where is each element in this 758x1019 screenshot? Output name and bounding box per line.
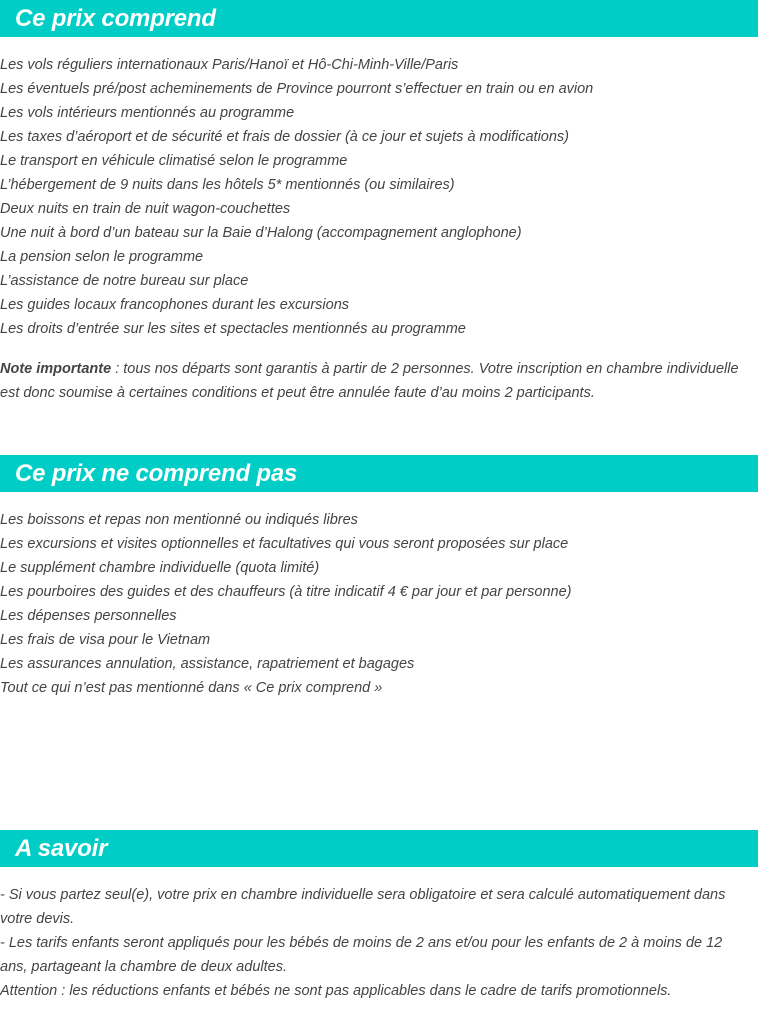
list-item: Les assurances annulation, assistance, rapatriement et bagages xyxy=(0,656,415,672)
list-item: Le supplément chambre individuelle (quota limité) xyxy=(0,560,320,576)
good-to-know-paragraph-attention: Attention : les réductions enfants et bébés ne sont pas applicables dans le cadre de tarifs promotionnels. xyxy=(0,983,672,999)
list-item: L’hébergement de 9 nuits dans les hôtels 5* mentionnés (ou similaires) xyxy=(0,177,455,193)
list-item: Deux nuits en train de nuit wagon-couchettes xyxy=(0,201,291,217)
important-note-text: : tous nos départs sont garantis à partir de 2 personnes. Votre inscription en chambre individuelle est donc soumise à certaines conditions et peut être annulée faute d’au moins 2 participants. xyxy=(0,361,739,401)
list-item: Les boissons et repas non mentionné ou indiqués libres xyxy=(0,512,358,528)
list-item: Les taxes d’aéroport et de sécurité et frais de dossier (à ce jour et sujets à modifications) xyxy=(0,129,570,145)
list-item: Les droits d’entrée sur les sites et spectacles mentionnés au programme xyxy=(0,321,466,337)
section-header-excludes: Ce prix ne comprend pas xyxy=(0,455,758,492)
list-item: Les dépenses personnelles xyxy=(0,608,177,624)
important-note xyxy=(0,357,750,405)
list-item: L’assistance de notre bureau sur place xyxy=(0,273,249,289)
includes-list xyxy=(0,53,758,341)
list-item: Une nuit à bord d’un bateau sur la Baie d’Halong (accompagnement anglophone) xyxy=(0,225,522,241)
list-item: Les vols réguliers internationaux Paris/Hanoï et Hô-Chi-Minh-Ville/Paris xyxy=(0,57,459,73)
list-item: Les pourboires des guides et des chauffeurs (à titre indicatif 4 € par jour et par personne) xyxy=(0,584,572,600)
good-to-know-paragraph-single: - Si vous partez seul(e), votre prix en chambre individuelle sera obligatoire et sera calculé automatiquement dans votre devis. xyxy=(0,887,726,927)
list-item: Tout ce qui n’est pas mentionné dans « Ce prix comprend » xyxy=(0,680,383,696)
list-item: Le transport en véhicule climatisé selon le programme xyxy=(0,153,348,169)
list-item: Les frais de visa pour le Vietnam xyxy=(0,632,211,648)
good-to-know-paragraph-children: - Les tarifs enfants seront appliqués pour les bébés de moins de 2 ans et/ou pour les enfants de 2 à moins de 12 ans, partageant la chambre de deux adultes. xyxy=(0,935,723,975)
list-item: Les vols intérieurs mentionnés au programme xyxy=(0,105,295,121)
list-item: Les éventuels pré/post acheminements de Province pourront s’effectuer en train ou en avion xyxy=(0,81,594,97)
important-note-label: Note importante xyxy=(0,361,112,377)
excludes-list xyxy=(0,508,758,700)
section-header-good-to-know: A savoir xyxy=(0,830,758,867)
section-header-includes: Ce prix comprend xyxy=(0,0,758,37)
list-item: La pension selon le programme xyxy=(0,249,204,265)
list-item: Les guides locaux francophones durant les excursions xyxy=(0,297,350,313)
list-item: Les excursions et visites optionnelles et facultatives qui vous seront proposées sur place xyxy=(0,536,569,552)
